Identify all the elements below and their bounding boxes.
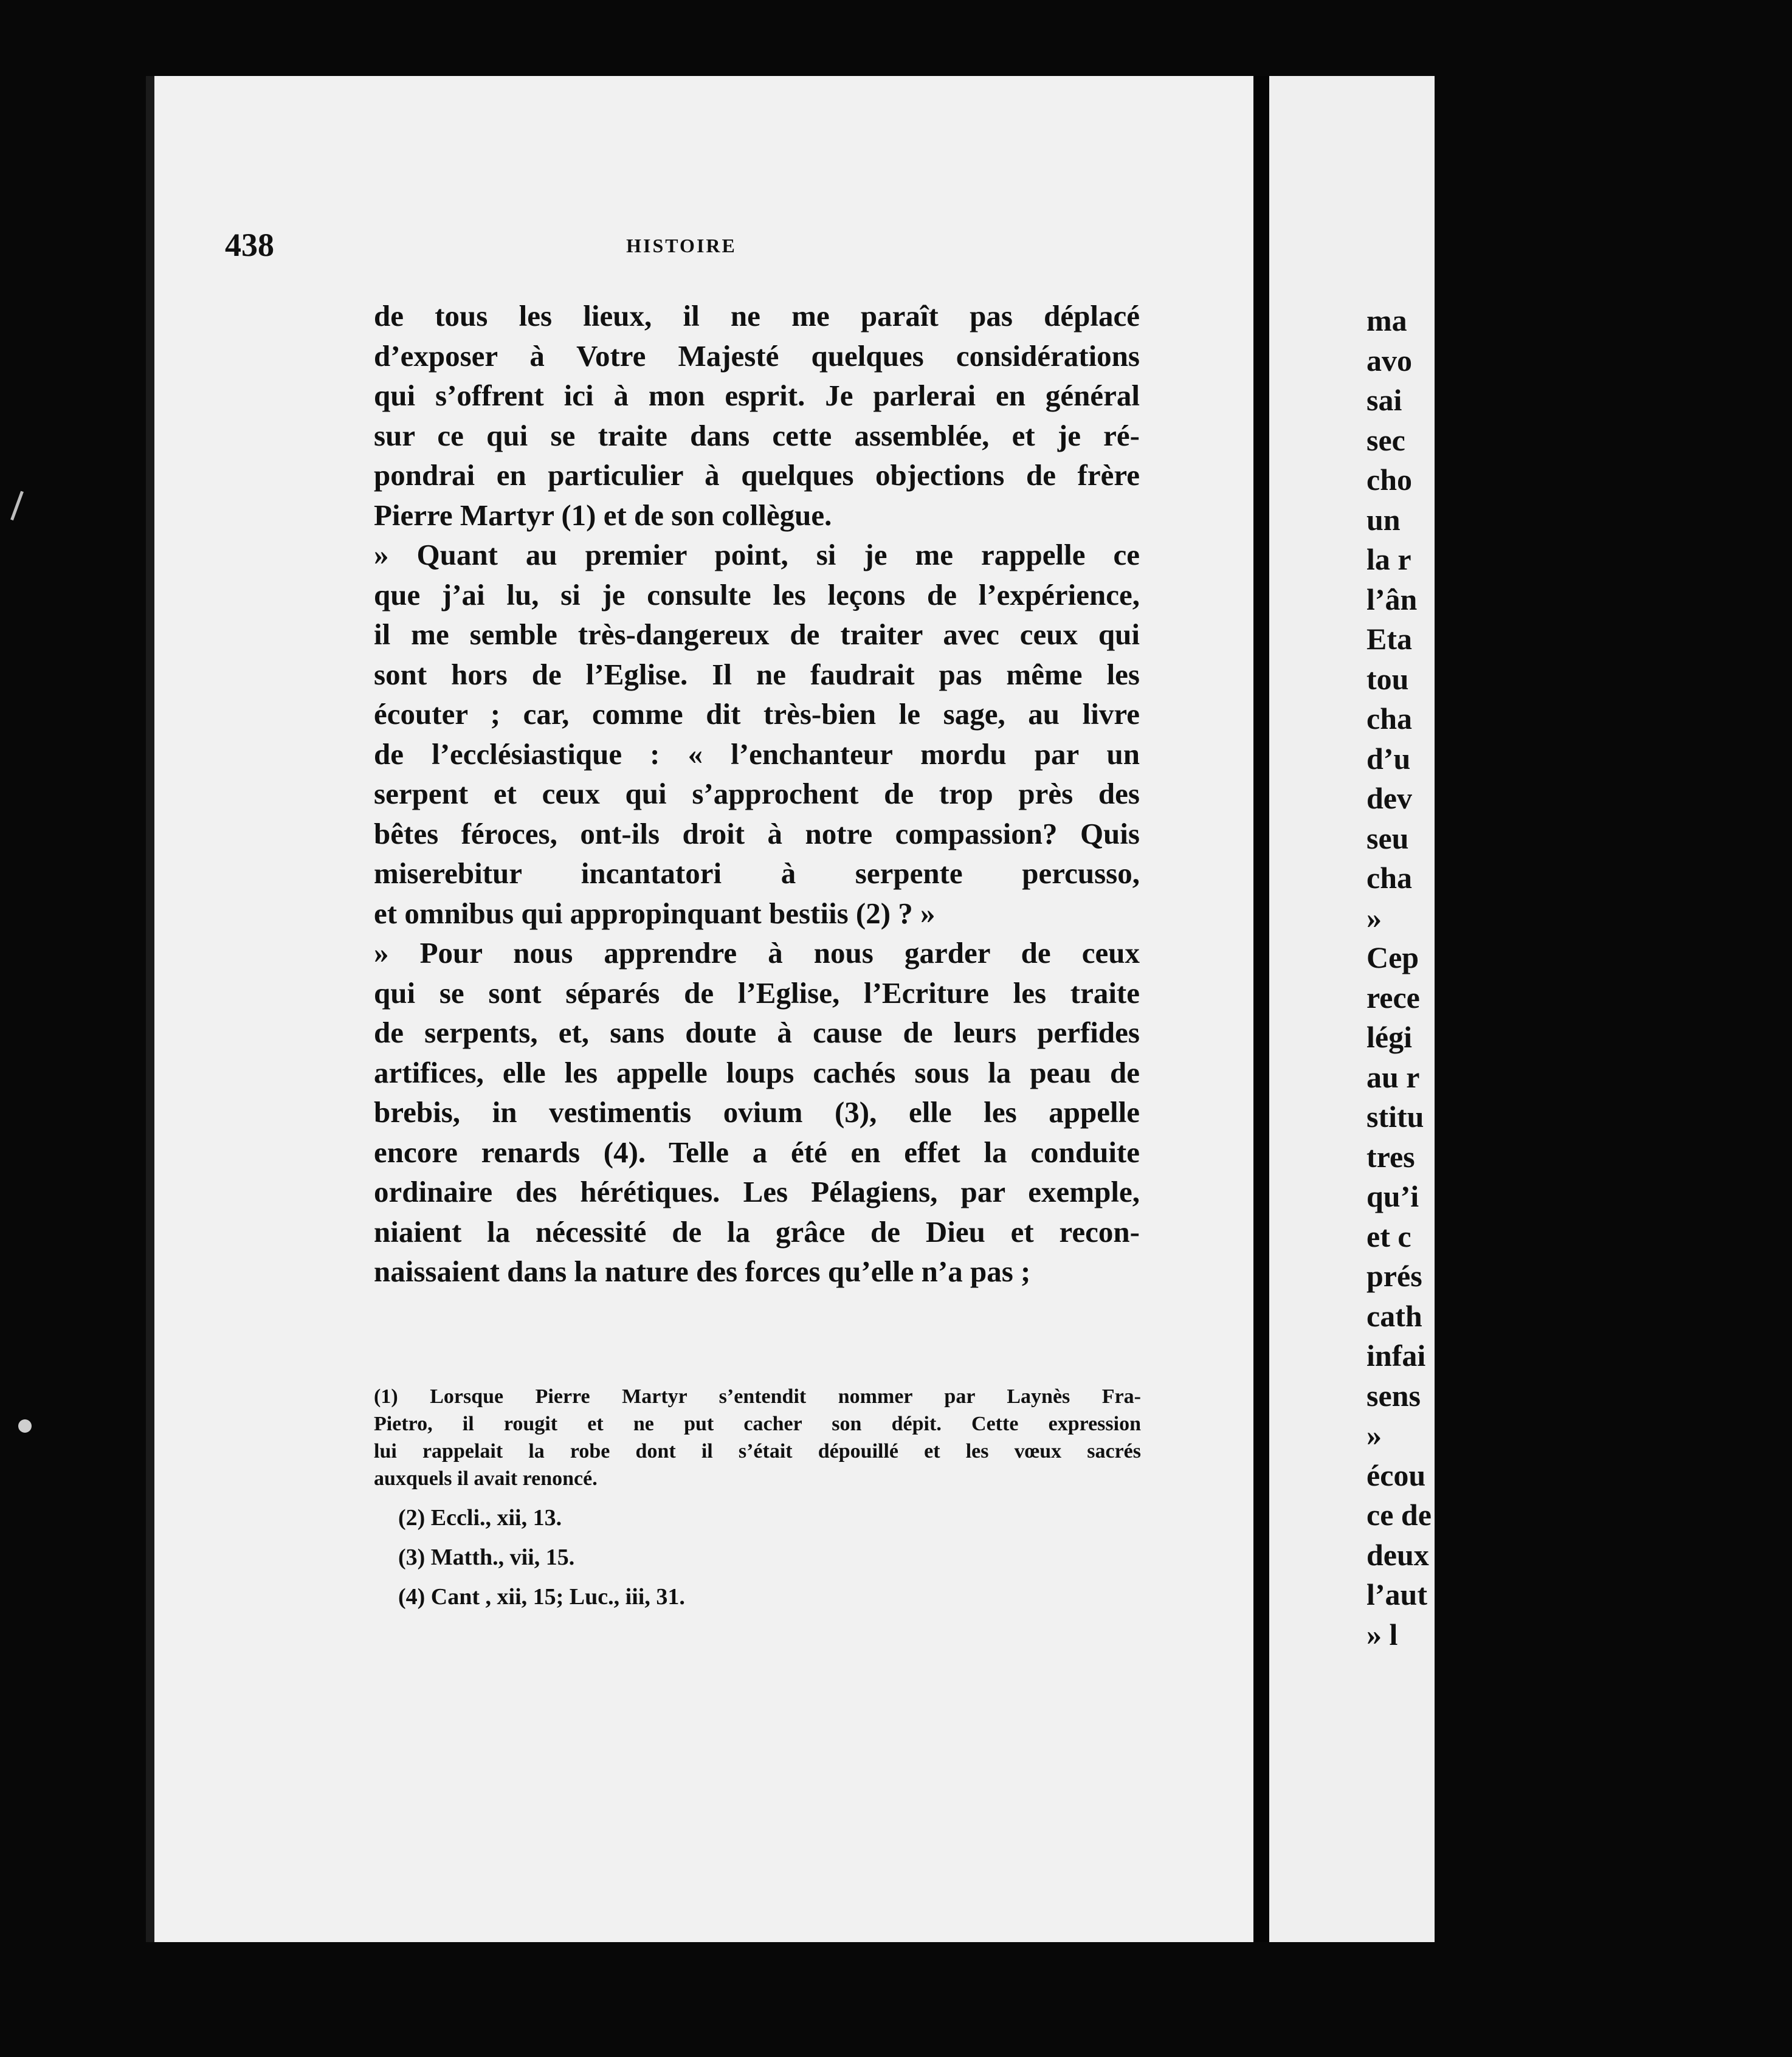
facing-line: ma <box>1366 303 1407 337</box>
footnotes <box>374 1383 1141 1611</box>
facing-line: cath <box>1366 1298 1422 1333</box>
facing-line: » <box>1366 900 1382 935</box>
text-line: » Pour nous apprendre à nous garder de ceux <box>374 936 1140 970</box>
facing-line: stitu <box>1366 1100 1424 1134</box>
text-line: naissaient dans la nature des forces qu’elle n’a pas ; <box>374 1255 1031 1288</box>
facing-line: tres <box>1366 1139 1415 1174</box>
margin-scratch <box>10 491 34 525</box>
footnote-3: (3) Matth., vii, 15. <box>398 1545 575 1570</box>
facing-line: la r <box>1366 542 1411 576</box>
text-line: bêtes féroces, ont-ils droit à notre compassion? Quis <box>374 816 1140 850</box>
text-line: Pierre Martyr (1) et de son collègue. <box>374 498 832 532</box>
text-line: et omnibus qui appropinquant bestiis (2) ? » <box>374 896 936 930</box>
facing-line: l’aut <box>1366 1577 1427 1611</box>
facing-line: avo <box>1366 343 1412 377</box>
facing-line: écou <box>1366 1458 1426 1492</box>
body-text <box>374 296 1140 1292</box>
text-line: que j’ai lu, si je consulte les leçons de l’expérience, <box>374 577 1140 612</box>
text-line: serpent et ceux qui s’approchent de trop près des <box>374 777 1140 810</box>
text-line: il me semble très-dangereux de traiter avec ceux qui <box>374 618 1140 651</box>
page-number: 438 <box>225 227 274 263</box>
facing-line: et c <box>1366 1219 1411 1253</box>
text-line: encore renards (4). Telle a été en effet la conduite <box>374 1135 1140 1169</box>
facing-line: infai <box>1366 1339 1426 1373</box>
text-line: miserebitur incantatori à serpente percusso, <box>374 856 1140 890</box>
footnote-2: (2) Eccli., xii, 13. <box>398 1505 562 1531</box>
text-line: artifices, elle les appelle loups cachés sous la peau de <box>374 1055 1140 1089</box>
text-line: sur ce qui se traite dans cette assemblée, et je ré- <box>374 418 1140 452</box>
footnote-line: lui rappelait la robe dont il s’était dépouillé et les vœux sacrés <box>374 1440 1141 1463</box>
facing-line: Cep <box>1366 940 1419 974</box>
facing-line: prés <box>1366 1259 1422 1293</box>
facing-line: l’ân <box>1366 582 1418 616</box>
text-line: qui s’offrent ici à mon esprit. Je parlerai en général <box>374 379 1140 412</box>
text-line: d’exposer à Votre Majesté quelques considérations <box>374 339 1140 373</box>
text-line: écouter ; car, comme dit très-bien le sage, au livre <box>374 697 1140 731</box>
header-title: HISTOIRE <box>626 235 737 257</box>
text-line: de serpents, et, sans doute à cause de leurs perfides <box>374 1016 1140 1049</box>
facing-line: sai <box>1366 383 1402 417</box>
text-line: de l’ecclésiastique : « l’enchanteur mordu par un <box>374 737 1140 771</box>
facing-line: au r <box>1366 1060 1420 1094</box>
text-line: sont hors de l’Eglise. Il ne faudrait pas même les <box>374 657 1140 691</box>
facing-page-text <box>1366 301 1792 1655</box>
footnote-line: Pietro, il rougit et ne put cacher son dépit. Cette expression <box>374 1413 1141 1435</box>
facing-line: cha <box>1366 861 1412 895</box>
text-line: de tous les lieux, il ne me paraît pas déplacé <box>374 299 1140 332</box>
footnote-line: auxquels il avait renoncé. <box>374 1467 598 1490</box>
facing-line: Eta <box>1366 622 1412 656</box>
facing-line: cha <box>1366 701 1412 736</box>
facing-line: qu’i <box>1366 1179 1419 1213</box>
text-line: qui se sont séparés de l’Eglise, l’Ecriture les traite <box>374 976 1140 1010</box>
text-line: » Quant au premier point, si je me rappelle ce <box>374 538 1140 571</box>
facing-line: ce de <box>1366 1498 1432 1532</box>
facing-line: sec <box>1366 422 1405 457</box>
facing-line: tou <box>1366 661 1409 696</box>
facing-line: seu <box>1366 821 1409 855</box>
footnote-line: (1) Lorsque Pierre Martyr s’entendit nommer par Laynès Fra- <box>374 1385 1141 1408</box>
text-line: brebis, in vestimentis ovium (3), elle les appelle <box>374 1095 1140 1129</box>
text-line: pondrai en particulier à quelques objections de frère <box>374 458 1140 492</box>
footnote-1 <box>374 1383 1141 1492</box>
text-line: ordinaire des hérétiques. Les Pélagiens, par exemple, <box>374 1175 1140 1208</box>
text-line: niaient la nécessité de la grâce de Dieu et recon- <box>374 1215 1140 1249</box>
running-head <box>225 226 1138 263</box>
facing-line: d’u <box>1366 741 1411 776</box>
right-page <box>1253 76 1435 1942</box>
facing-line: deux <box>1366 1537 1429 1572</box>
facing-line: un <box>1366 502 1401 537</box>
margin-speck <box>18 1419 32 1433</box>
facing-line: légi <box>1366 1020 1412 1054</box>
facing-line: rece <box>1366 980 1420 1015</box>
facing-line: » <box>1366 1418 1382 1452</box>
facing-line: sens <box>1366 1378 1421 1413</box>
facing-line: cho <box>1366 463 1412 497</box>
facing-line: dev <box>1366 781 1412 815</box>
footnote-4: (4) Cant , xii, 15; Luc., iii, 31. <box>398 1584 685 1610</box>
facing-line: » l <box>1366 1617 1398 1652</box>
